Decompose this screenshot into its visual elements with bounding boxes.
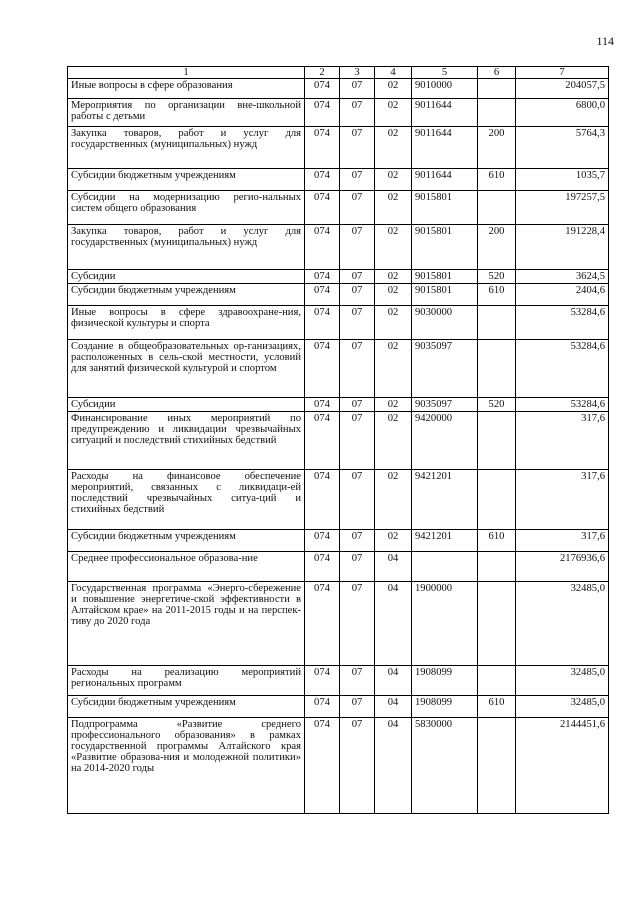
row-code-4: 02 xyxy=(375,79,412,99)
row-code-5: 1908099 xyxy=(412,666,478,696)
row-amount: 204057,5 xyxy=(516,79,609,99)
row-code-4: 04 xyxy=(375,552,412,582)
table-row xyxy=(68,398,609,412)
row-code-2: 074 xyxy=(305,79,340,99)
row-code-5: 9420000 xyxy=(412,412,478,470)
row-amount: 3624,5 xyxy=(516,270,609,284)
row-code-5: 9015801 xyxy=(412,225,478,270)
row-code-3: 07 xyxy=(340,398,375,412)
row-code-5: 9015801 xyxy=(412,284,478,306)
row-name: Субсидии xyxy=(68,398,305,412)
table-row xyxy=(68,284,609,306)
row-code-3: 07 xyxy=(340,127,375,169)
row-code-4: 02 xyxy=(375,191,412,225)
row-code-5: 5830000 xyxy=(412,718,478,814)
row-name: Закупка товаров, работ и услуг для государственных (муниципальных) нужд xyxy=(68,127,305,169)
table-row xyxy=(68,191,609,225)
row-code-6: 200 xyxy=(478,225,516,270)
row-code-3: 07 xyxy=(340,225,375,270)
table-row xyxy=(68,412,609,470)
row-code-3: 07 xyxy=(340,340,375,398)
row-code-2: 074 xyxy=(305,582,340,666)
row-name: Субсидии бюджетным учреждениям xyxy=(68,284,305,306)
table-row xyxy=(68,552,609,582)
row-code-5: 1900000 xyxy=(412,582,478,666)
row-code-6: 610 xyxy=(478,284,516,306)
row-code-2: 074 xyxy=(305,169,340,191)
row-code-3: 07 xyxy=(340,412,375,470)
row-name: Подпрограмма «Развитие среднего профессионального образования» в рамках государственной программы Алтайского края «Развитие образова-ния и молодежной политики» на 2014-2020 годы xyxy=(68,718,305,814)
row-code-2: 074 xyxy=(305,530,340,552)
row-code-4: 04 xyxy=(375,582,412,666)
table-row xyxy=(68,270,609,284)
row-amount: 32485,0 xyxy=(516,696,609,718)
row-code-5: 9421201 xyxy=(412,470,478,530)
table-row xyxy=(68,169,609,191)
row-code-2: 074 xyxy=(305,412,340,470)
row-code-2: 074 xyxy=(305,470,340,530)
row-code-3: 07 xyxy=(340,470,375,530)
column-header-6: 6 xyxy=(478,67,516,79)
row-amount: 1035,7 xyxy=(516,169,609,191)
row-code-3: 07 xyxy=(340,552,375,582)
table-row xyxy=(68,718,609,814)
row-amount: 197257,5 xyxy=(516,191,609,225)
row-code-6 xyxy=(478,99,516,127)
row-name: Субсидии на модернизацию регио-нальных систем общего образования xyxy=(68,191,305,225)
table-row xyxy=(68,530,609,552)
row-amount: 2144451,6 xyxy=(516,718,609,814)
row-amount: 317,6 xyxy=(516,412,609,470)
row-amount: 317,6 xyxy=(516,530,609,552)
row-code-6 xyxy=(478,582,516,666)
row-code-6: 520 xyxy=(478,270,516,284)
row-code-6 xyxy=(478,412,516,470)
table-row xyxy=(68,582,609,666)
row-code-5: 1908099 xyxy=(412,696,478,718)
row-name: Государственная программа «Энерго-сбережение и повышение энергетиче-ской эффективности в Алтайском крае» на 2011-2015 годы и на перспек-тиву до 2020 года xyxy=(68,582,305,666)
table-row xyxy=(68,79,609,99)
row-code-2: 074 xyxy=(305,552,340,582)
row-code-2: 074 xyxy=(305,191,340,225)
row-code-3: 07 xyxy=(340,718,375,814)
row-code-6: 520 xyxy=(478,398,516,412)
table-row xyxy=(68,696,609,718)
row-amount: 317,6 xyxy=(516,470,609,530)
row-code-4: 02 xyxy=(375,470,412,530)
table-body xyxy=(68,67,609,814)
column-header-4: 4 xyxy=(375,67,412,79)
row-name: Расходы на финансовое обеспечение мероприятий, связанных с ликвидаци-ей последствий чрезвычайных ситуа-ций и стихийных бедствий xyxy=(68,470,305,530)
row-code-4: 02 xyxy=(375,340,412,398)
row-code-6: 610 xyxy=(478,530,516,552)
row-amount: 53284,6 xyxy=(516,306,609,340)
row-code-6 xyxy=(478,340,516,398)
row-code-3: 07 xyxy=(340,79,375,99)
row-code-5: 9011644 xyxy=(412,127,478,169)
row-amount: 5764,3 xyxy=(516,127,609,169)
row-code-6: 200 xyxy=(478,127,516,169)
row-code-5: 9035097 xyxy=(412,340,478,398)
row-amount: 53284,6 xyxy=(516,398,609,412)
row-code-4: 02 xyxy=(375,270,412,284)
row-name: Субсидии бюджетным учреждениям xyxy=(68,530,305,552)
table-row xyxy=(68,127,609,169)
row-code-5: 9030000 xyxy=(412,306,478,340)
row-amount: 191228,4 xyxy=(516,225,609,270)
row-code-4: 02 xyxy=(375,398,412,412)
row-name: Иные вопросы в сфере образования xyxy=(68,79,305,99)
row-code-3: 07 xyxy=(340,306,375,340)
table-row xyxy=(68,306,609,340)
row-code-2: 074 xyxy=(305,284,340,306)
row-code-2: 074 xyxy=(305,127,340,169)
row-code-6 xyxy=(478,666,516,696)
row-code-4: 02 xyxy=(375,306,412,340)
table-row xyxy=(68,470,609,530)
row-code-3: 07 xyxy=(340,582,375,666)
row-code-2: 074 xyxy=(305,718,340,814)
row-code-5: 9011644 xyxy=(412,99,478,127)
table-row xyxy=(68,225,609,270)
row-code-3: 07 xyxy=(340,169,375,191)
row-name: Субсидии xyxy=(68,270,305,284)
row-name: Субсидии бюджетным учреждениям xyxy=(68,696,305,718)
row-code-3: 07 xyxy=(340,530,375,552)
row-code-4: 04 xyxy=(375,696,412,718)
row-name: Создание в общеобразовательных ор-ганизациях, расположенных в сель-ской местности, условий для занятий физической культурой и спортом xyxy=(68,340,305,398)
row-name: Иные вопросы в сфере здравоохране-ния, физической культуры и спорта xyxy=(68,306,305,340)
row-name: Мероприятия по организации вне-школьной работы с детьми xyxy=(68,99,305,127)
budget-table xyxy=(67,66,609,814)
row-code-3: 07 xyxy=(340,284,375,306)
row-code-4: 02 xyxy=(375,412,412,470)
row-code-5: 9015801 xyxy=(412,191,478,225)
table-row xyxy=(68,666,609,696)
row-code-2: 074 xyxy=(305,398,340,412)
row-code-5: 9035097 xyxy=(412,398,478,412)
row-amount: 32485,0 xyxy=(516,666,609,696)
row-name: Среднее профессиональное образова-ние xyxy=(68,552,305,582)
page-number: 114 xyxy=(596,34,614,48)
row-code-2: 074 xyxy=(305,225,340,270)
row-amount: 32485,0 xyxy=(516,582,609,666)
row-code-4: 04 xyxy=(375,718,412,814)
row-code-4: 02 xyxy=(375,169,412,191)
row-code-6 xyxy=(478,79,516,99)
row-code-4: 04 xyxy=(375,666,412,696)
row-code-4: 02 xyxy=(375,225,412,270)
row-code-2: 074 xyxy=(305,270,340,284)
row-amount: 53284,6 xyxy=(516,340,609,398)
row-code-3: 07 xyxy=(340,99,375,127)
column-header-2: 2 xyxy=(305,67,340,79)
row-name: Субсидии бюджетным учреждениям xyxy=(68,169,305,191)
row-amount: 6800,0 xyxy=(516,99,609,127)
row-code-6 xyxy=(478,718,516,814)
column-header-1: 1 xyxy=(68,67,305,79)
row-code-5: 9011644 xyxy=(412,169,478,191)
row-name: Расходы на реализацию мероприятий региональных программ xyxy=(68,666,305,696)
column-header-5: 5 xyxy=(412,67,478,79)
row-code-5: 9421201 xyxy=(412,530,478,552)
row-code-6 xyxy=(478,191,516,225)
row-code-5 xyxy=(412,552,478,582)
column-header-7: 7 xyxy=(516,67,609,79)
row-code-4: 02 xyxy=(375,530,412,552)
row-code-5: 9010000 xyxy=(412,79,478,99)
row-code-2: 074 xyxy=(305,340,340,398)
row-code-3: 07 xyxy=(340,696,375,718)
row-code-5: 9015801 xyxy=(412,270,478,284)
row-name: Финансирование иных мероприятий по предупреждению и ликвидации чрезвычайных ситуаций и последствий стихийных бедствий xyxy=(68,412,305,470)
row-code-4: 02 xyxy=(375,127,412,169)
table-row xyxy=(68,99,609,127)
row-code-4: 02 xyxy=(375,99,412,127)
row-amount: 2404,6 xyxy=(516,284,609,306)
row-amount: 2176936,6 xyxy=(516,552,609,582)
row-code-3: 07 xyxy=(340,666,375,696)
row-code-2: 074 xyxy=(305,99,340,127)
header-row xyxy=(68,67,609,79)
row-code-6: 610 xyxy=(478,696,516,718)
row-code-3: 07 xyxy=(340,270,375,284)
row-code-6 xyxy=(478,306,516,340)
row-name: Закупка товаров, работ и услуг для государственных (муниципальных) нужд xyxy=(68,225,305,270)
row-code-3: 07 xyxy=(340,191,375,225)
row-code-2: 074 xyxy=(305,666,340,696)
table-row xyxy=(68,340,609,398)
row-code-6 xyxy=(478,552,516,582)
row-code-2: 074 xyxy=(305,696,340,718)
row-code-2: 074 xyxy=(305,306,340,340)
row-code-6: 610 xyxy=(478,169,516,191)
row-code-6 xyxy=(478,470,516,530)
row-code-4: 02 xyxy=(375,284,412,306)
column-header-3: 3 xyxy=(340,67,375,79)
